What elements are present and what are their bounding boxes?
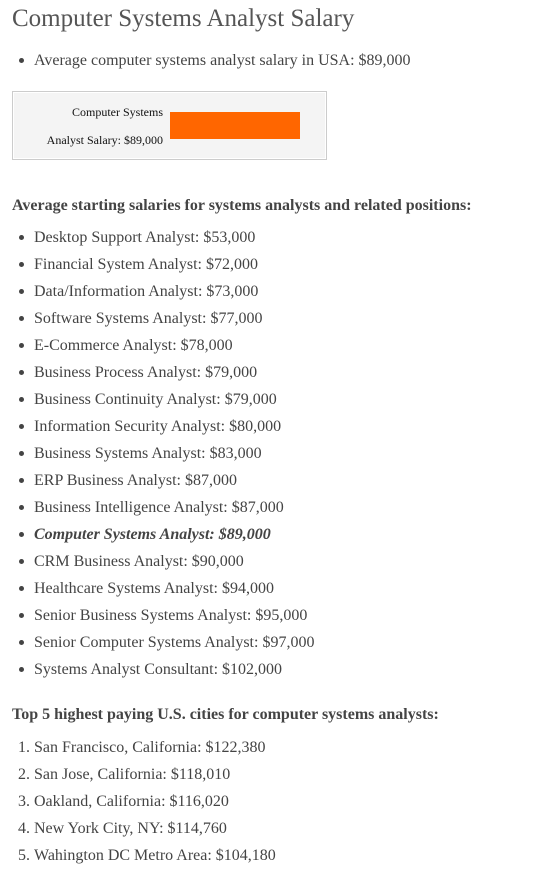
list-number: 4.	[18, 820, 30, 837]
list-item: Software Systems Analyst: $77,000	[34, 305, 262, 332]
list-item: Business Process Analyst: $79,000	[34, 359, 257, 386]
list-item: CRM Business Analyst: $90,000	[34, 548, 244, 575]
list-item: Systems Analyst Consultant: $102,000	[34, 656, 282, 683]
list-item-text: New York City, NY: $114,760	[34, 820, 227, 837]
list-item	[18, 788, 229, 815]
list-item	[18, 761, 231, 788]
list-item-text: San Francisco, California: $122,380	[34, 739, 266, 756]
list-item-highlighted: Computer Systems Analyst: $89,000	[34, 521, 271, 548]
list-item: Healthcare Systems Analyst: $94,000	[34, 575, 274, 602]
list-number: 1.	[18, 739, 30, 756]
list-number: 3.	[18, 793, 30, 810]
list-item	[18, 815, 227, 842]
list-item-text: Oakland, California: $116,020	[34, 793, 229, 810]
list-item: ERP Business Analyst: $87,000	[34, 467, 237, 494]
list-item: Senior Business Systems Analyst: $95,000	[34, 602, 307, 629]
list-item	[18, 842, 276, 869]
list-item: Business Continuity Analyst: $79,000	[34, 386, 277, 413]
list-item-text: Wahington DC Metro Area: $104,180	[34, 847, 276, 864]
list-item: Desktop Support Analyst: $53,000	[34, 224, 255, 251]
list-item: Financial System Analyst: $72,000	[34, 251, 258, 278]
top-cities-heading: Top 5 highest paying U.S. cities for computer systems analysts:	[12, 706, 439, 723]
list-item	[18, 734, 266, 761]
list-item: Average computer systems analyst salary in USA: $89,000	[34, 47, 411, 74]
chart-label-line-1: Computer Systems	[71, 105, 163, 119]
salary-bar-chart	[12, 91, 327, 160]
list-item: Data/Information Analyst: $73,000	[34, 278, 258, 305]
list-item: Information Security Analyst: $80,000	[34, 413, 281, 440]
list-number: 5.	[18, 847, 30, 864]
list-item: Business Intelligence Analyst: $87,000	[34, 494, 284, 521]
chart-bar	[170, 112, 300, 139]
list-item: Business Systems Analyst: $83,000	[34, 440, 262, 467]
chart-bar-track	[170, 112, 300, 139]
starting-salaries-heading: Average starting salaries for systems analysts and related positions:	[12, 197, 472, 214]
list-item: Senior Computer Systems Analyst: $97,000	[34, 629, 314, 656]
page-title: Computer Systems Analyst Salary	[12, 5, 355, 32]
list-number: 2.	[18, 766, 30, 783]
chart-label-line-2: Analyst Salary: $89,000	[46, 133, 163, 147]
list-item: E-Commerce Analyst: $78,000	[34, 332, 233, 359]
list-item-text: San Jose, California: $118,010	[34, 766, 231, 783]
chart-category-label	[13, 92, 163, 159]
